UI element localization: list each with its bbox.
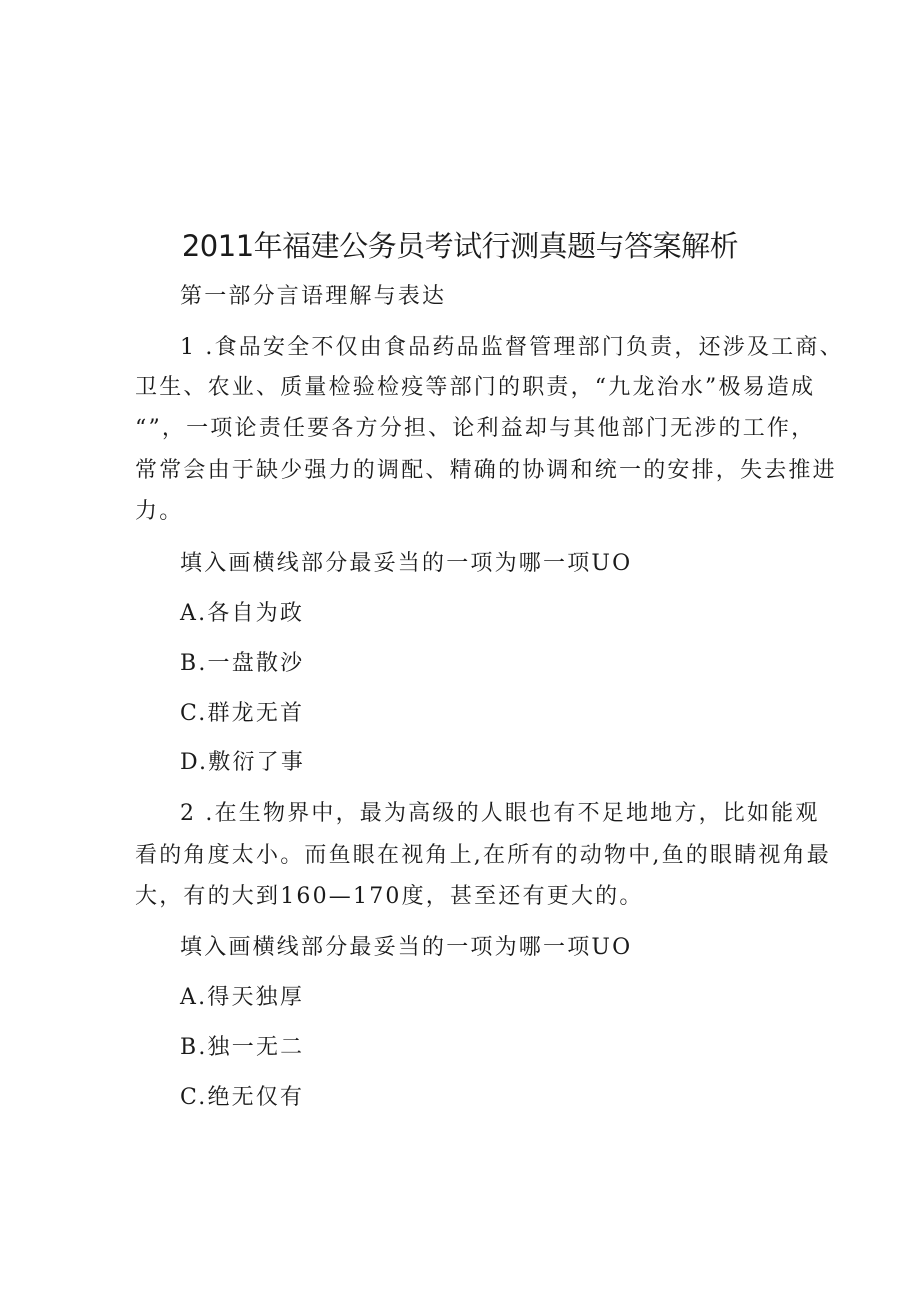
question-2-option-b: B.独一无二 [180, 1035, 305, 1060]
question-1-option-b: B.一盘散沙 [180, 651, 305, 676]
section-heading: 第一部分言语理解与表达 [180, 284, 447, 309]
question-2-line-1: 2 .在生物界中，最为高级的人眼也有不足地地方，比如能观 [180, 801, 820, 826]
question-1-line-4: 常常会由于缺少强力的调配、精确的协调和统一的安排，失去推进 [135, 458, 837, 483]
question-2-option-c: C.绝无仅有 [180, 1085, 305, 1110]
question-1-option-a: A.各自为政 [180, 601, 305, 626]
document-title: 2011年福建公务员考试行测真题与答案解析 [181, 229, 739, 263]
question-2-line-2: 看的角度太小。而鱼眼在视角上,在所有的动物中,鱼的眼睛视角最 [135, 843, 831, 868]
question-2-option-a: A.得天独厚 [180, 985, 305, 1010]
question-2-line-3: 大，有的大到160—170度，甚至还有更大的。 [135, 884, 644, 909]
question-1-line-2: 卫生、农业、质量检验检疫等部门的职责，“九龙治水”极易造成 [135, 375, 816, 400]
question-1-line-1: 1 .食品安全不仅由食品药品监督管理部门负责，还涉及工商、 [180, 335, 844, 360]
question-1-line-3: “”，一项论责任要各方分担、论利益却与其他部门无涉的工作， [135, 416, 816, 441]
question-2-prompt: 填入画横线部分最妥当的一项为哪一项UO [180, 935, 633, 960]
question-1-option-c: C.群龙无首 [180, 701, 305, 726]
question-1-option-d: D.敷衍了事 [180, 750, 306, 775]
question-1-prompt: 填入画横线部分最妥当的一项为哪一项UO [180, 551, 633, 576]
question-1-line-5: 力。 [135, 499, 184, 524]
